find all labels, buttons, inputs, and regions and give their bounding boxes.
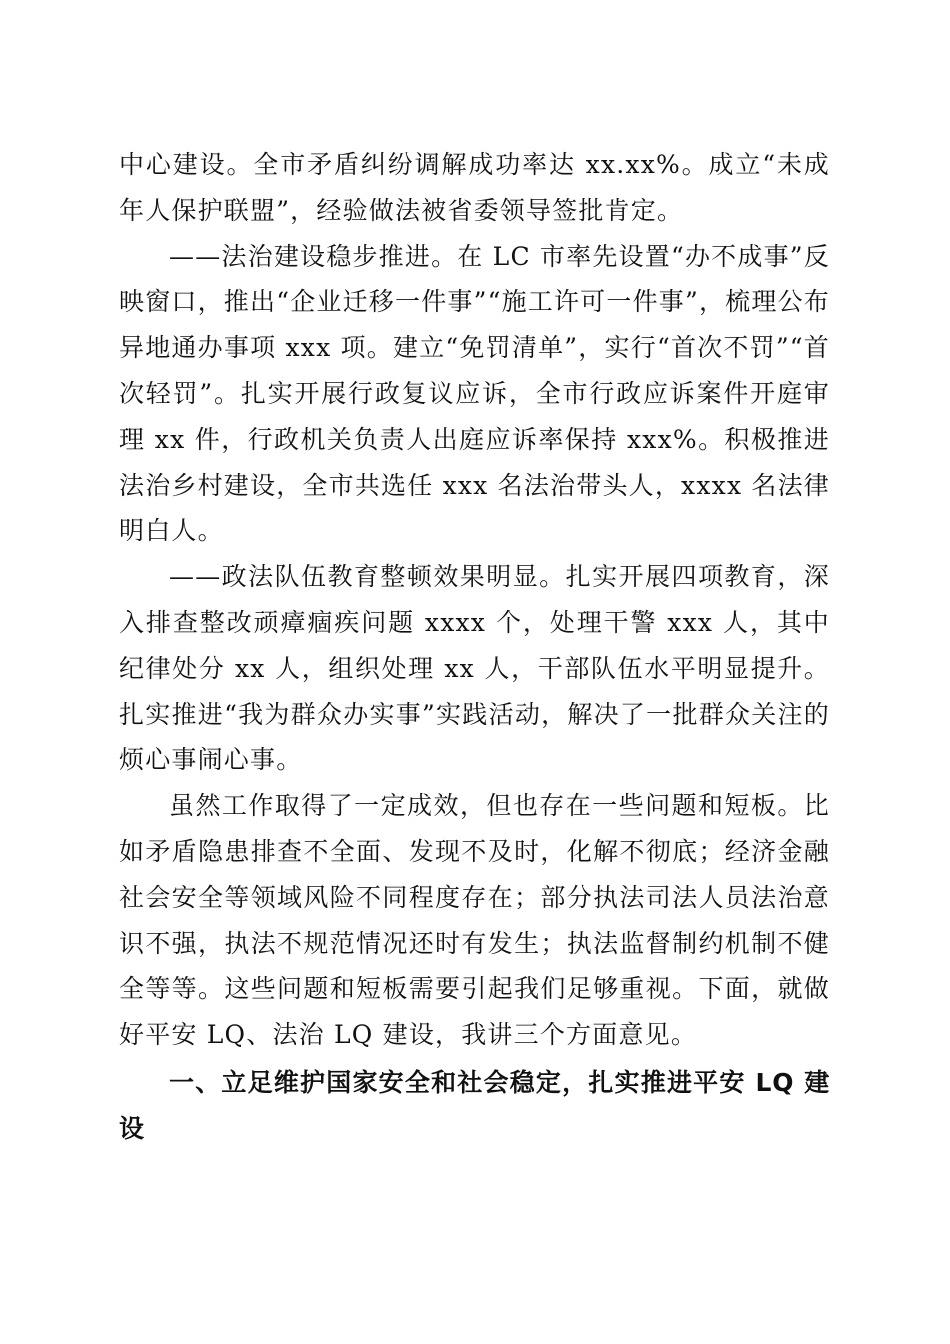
- paragraph-team-education: ——政法队伍教育整顿效果明显。扎实开展四项教育，深入排查整改顽瘴痼疾问题 xxxx 个，处理干警 xxx 人，其中纪律处分 xx 人，组织处理 xx 人，干部队伍水平明显提升。扎实推进“我为群众办实事”实践活动，解决了一批群众关注的烦心事闹心事。: [119, 562, 830, 775]
- paragraph-problems: 虽然工作取得了一定成效，但也存在一些问题和短板。比如矛盾隐患排查不全面、发现不及时，化解不彻底；经济金融社会安全等领域风险不同程度存在；部分执法司法人员法治意识不强，执法不规范情况还时有发生；执法监督制约机制不健全等等。这些问题和短板需要引起我们足够重视。下面，就做好平安 LQ、法治 LQ 建设，我讲三个方面意见。: [119, 791, 830, 1050]
- document-body: [119, 142, 830, 1152]
- paragraph-rule-of-law: ——法治建设稳步推进。在 LC 市率先设置“办不成事”反映窗口，推出“企业迁移一件事”“施工许可一件事”，梳理公布异地通办事项 xxx 项。建立“免罚清单”，实行“首次不罚”“首次轻罚”。扎实开展行政复议应诉，全市行政应诉案件开庭审理 xx 件，行政机关负责人出庭应诉率保持 xxx%。积极推进法治乡村建设，全市共选任 xxx 名法治带头人，xxxx 名法律明白人。: [119, 241, 830, 546]
- section-heading: 一、立足维护国家安全和社会稳定，扎实推进平安 LQ 建设: [119, 1067, 830, 1143]
- paragraph-continuation: 中心建设。全市矛盾纠纷调解成功率达 xx.xx%。成立“未成年人保护联盟”，经验做法被省委领导签批肯定。: [119, 150, 830, 225]
